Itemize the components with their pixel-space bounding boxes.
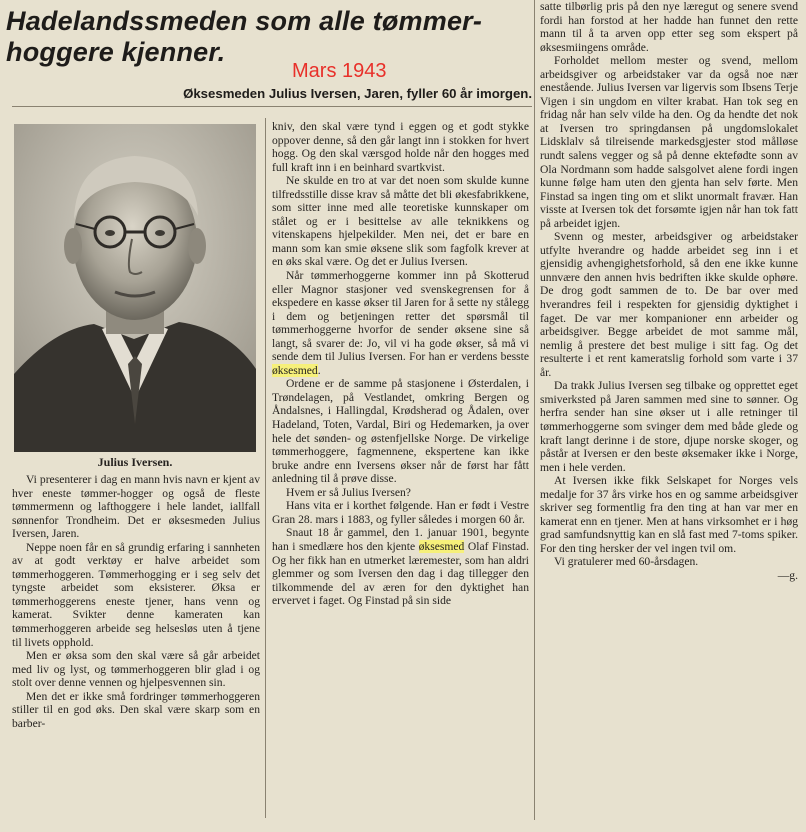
section-question: Hvem er så Julius Iversen? bbox=[286, 485, 411, 499]
column-rule-left bbox=[265, 118, 266, 818]
article-paragraph: Ordene er de samme på stasjonene i Østerdalen, i Trøndelagen, på Vestlandet, omkring Bergen og Åndalsnes, i Hallingdal, Krødsherad og Ådalen, over Hadeland, Toten, Vardal, Biri og Hedemarken, ja over hele det sønden- og østenfjellske Norge. De virkelige tømmerhoggere, fagmennene, ekspertene kan ikke bruke andre enn Iversens økser når de først har fått anledning til å prøve disse. bbox=[272, 377, 529, 486]
article-paragraph: At Iversen ikke fikk Selskapet for Norges vels medalje for 37 års virke hos en og samme arbeidsgiver skriver seg formentlig fra den ting at han var mer en kamerat enn en tjener. Men at hans virksomhet er i høg grad samfundsnyttig kan en slå fast med 7-toms spiker. For den ting hersker der vel ingen tvil om. bbox=[540, 474, 798, 555]
column-rule-right bbox=[534, 0, 535, 820]
article-column-middle bbox=[272, 120, 529, 608]
date-stamp: Mars 1943 bbox=[292, 60, 387, 82]
article-paragraph bbox=[272, 526, 529, 607]
article-column-left bbox=[12, 473, 260, 730]
headline-line-2: hoggere kjenner. bbox=[6, 37, 226, 67]
highlighted-word: øksesmed bbox=[272, 363, 318, 377]
headline bbox=[6, 6, 526, 68]
author-signature: —g. bbox=[777, 568, 798, 582]
article-paragraph: Svenn og mester, arbeidsgiver og arbeidstaker utfylte hverandre og hadde arbeidet seg inn i et gjensidig avhengighetsforhold, så den ene ikke kunne unnvære den annen hvis bedriften ikke skulde ophøre. De drog godt sammen de to. De bar over med hverandres feil i respekten for gjensidig dyktighet i faget. De var mer kompanioner enn arbeider og arbeidsgiver. Begge arbeidet de mot samme mål, nemlig å prestere det best mulige i sitt fag. Og det resulterte i et rent kameratslig forhold som varte i 37 år. bbox=[540, 230, 798, 379]
headline-line-1: Hadelandssmeden som alle tømmer- bbox=[6, 6, 483, 36]
article-text: Når tømmerhoggerne kommer inn på Skotterud eller Magnor stasjoner ved svenskegrensen for å ekspedere en kasse økser til Jaren for å sette ny stålegg i dem og betjeningen retter det spørsmål til tømmerhoggerne hvorfor de sender øksene sine så langt, så svarer de: Jo, vil vi ha gode økser, så må vi sende dem til Julius Iversen. For han er verdens besste bbox=[272, 269, 529, 364]
portrait-photo-image bbox=[14, 124, 256, 452]
portrait-photo bbox=[14, 124, 256, 452]
article-paragraph: satte tilbørlig pris på den nye læregut og senere svend fordi han forstod at her hadde han funnet den rette mann til å ta arven opp etter seg som ekspert på øksesmiingens område. bbox=[540, 0, 798, 54]
header-rule bbox=[12, 106, 532, 107]
subheadline: Øksesmeden Julius Iversen, Jaren, fyller 60 år imorgen. bbox=[183, 86, 532, 101]
article-column-right bbox=[540, 0, 798, 583]
article-paragraph: Vi presenterer i dag en mann hvis navn er kjent av hver eneste tømmer-hogger og også de fleste tømmermenn og lafthoggere i hele landet, iallfall sønnenfor Trondheim. Det er øksesmeden Julius Iversen, Jaren. bbox=[12, 473, 260, 541]
article-paragraph: Når tømmerhoggerne kommer inn på Skotterud eller Magnor stasjoner ved svenskegrensen for å ekspedere en kasse økser til Jaren for å sette ny stålegg i dem og betjeningen retter det spørsmål til tømmerhoggerne hvorfor de sender øksene sine så langt, så svarer de: Jo, vil vi ha gode økser, så må vi sende dem til Julius Iversen. For han er verdens besste øksesmed. bbox=[272, 269, 529, 377]
article-paragraph: Men det er ikke små fordringer tømmerhoggeren stiller til en god øks. Den skal være skarp som en barber- bbox=[12, 689, 260, 730]
closing-greeting: Vi gratulerer med 60-årsdagen. bbox=[554, 555, 699, 569]
article-paragraph: Men er øksa som den skal være så går arbeidet med liv og lyst, og tømmerhoggeren blir glad i og stolt over denne vennen og hjelpesvennen sin. bbox=[12, 649, 260, 690]
photo-caption: Julius Iversen. bbox=[97, 455, 173, 469]
article-paragraph: Da trakk Julius Iversen seg tilbake og opprettet eget smiverksted på Jaren sammen med sine to sønner. Og herfra sender han sine økser ut i alle retninger til tømmerhoggerne som svinger dem med både glede og kraft langt derinne i de store, djupe norske skoger, og påstår at Iversen er den beste øksemaker ikke i Norge, men i hele verden. bbox=[540, 379, 798, 474]
article-paragraph: Hans vita er i korthet følgende. Han er født i Vestre Gran 28. mars i 1883, og fyller således i morgen 60 år. bbox=[272, 499, 529, 526]
article-paragraph: Ne skulde en tro at var det noen som skulde kunne tilfredsstille disse krav så måtte det bli økesfabrikkene, som sitter inne med alle teoretiske kunnskaper om stålet og er i besittelse av alle teknikkens og vitenskapens hjelpekilder. Men nei, det er bare en mann som kan smie øksene slik som fagfolk krever at en øks skal være. Og det er Julius Iversen. bbox=[272, 174, 529, 269]
article-paragraph: Forholdet mellom mester og svend, mellom arbeidsgiver og arbeidstaker var da også noe nær enestående. Julius Iversen var ligervis som Ibsens Terje Vigen i sin ungdom en vilter krabat. Han tok seg en fridag når han selv vilde ha den. Og da hendte det nok at Iversen tro springdansen på ungdomslokalet Lidsklalv så tilreisende markedsgjester stod målløse rundt salens vegger og så på denne ektefødte sonn av Ola Nordmann som hadde salsgolvet alene fordi ingen kunne følge ham uten den gjenta han selv førte. Men Finstad sa ingen ting om et slikt unormalt fravær. Han visste at Iversen tok det forsømte igjen når han tok fatt på arbeidet igjen. bbox=[540, 54, 798, 230]
article-text: Snaut 18 år gammel, den 1. januar 1901, begynte han i smedlære hos den kjente bbox=[272, 526, 529, 553]
article-text: Olaf Finstad. Og her fikk han en utmerket læremester, som han aldri glemmer og som Iversen den dag i dag tillegger den tilkommende del av æren for den dyktighet han ervervet i faget. Og Finstad på sin side bbox=[272, 539, 530, 608]
article-paragraph: Neppe noen får en så grundig erfaring i sannheten av at godt verktøy er halve arbeidet som tømmerhoggeren. Tømmerhogging er i seg selv det tyngste arbeidet som eksisterer. Øksa er tømmerhoggerens eneste tjener, hans venn og kamerat. Svikter denne kameraten kan tømmerhoggeren arbeide seg helsesløs uten å tjene til livets opphold. bbox=[12, 540, 260, 649]
article-paragraph: kniv, den skal være tynd i eggen og et godt stykke oppover denne, så den går langt inn i stokken for hvert hogg. Og den skal værsgod holde når den hogges med full kraft inn i en beinhard svartkvist. bbox=[272, 120, 529, 174]
highlighted-word: øksesmed bbox=[418, 539, 465, 553]
